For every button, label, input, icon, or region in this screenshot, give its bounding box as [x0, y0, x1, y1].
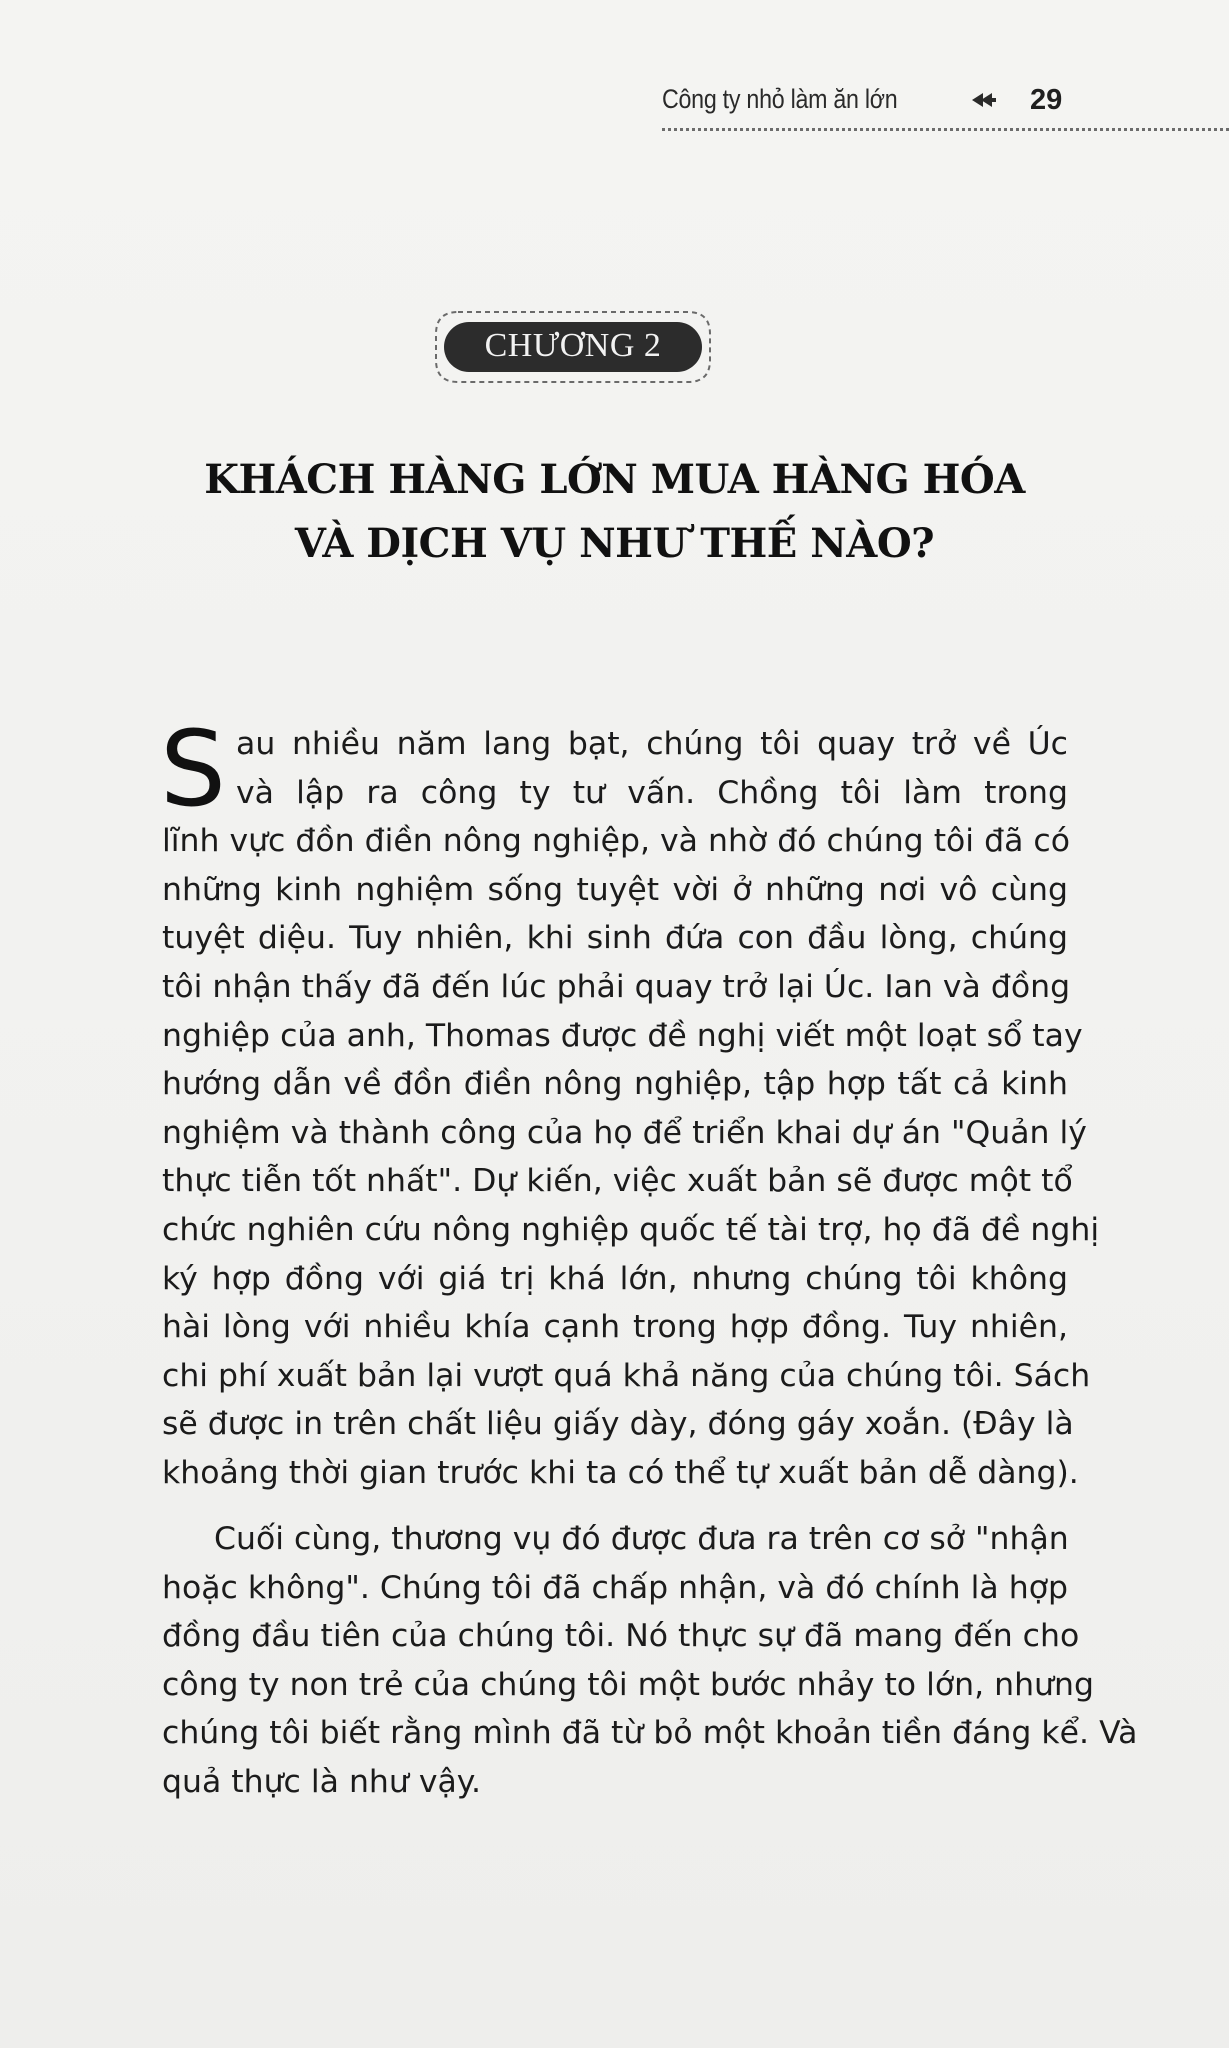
- running-title: Công ty nhỏ làm ăn lớn: [662, 84, 898, 114]
- text-line: quả thực là như vậy.: [162, 1763, 481, 1800]
- text-line: tuyệt diệu. Tuy nhiên, khi sinh đứa con đầu lòng, chúng: [162, 920, 1068, 957]
- paragraph-2: [162, 1515, 1138, 1807]
- text-line: nghiệp của anh, Thomas được đề nghị viết một loạt sổ tay: [162, 1017, 1083, 1054]
- text-line: Cuối cùng, thương vụ đó được đưa ra trên cơ sở "nhận: [214, 1521, 1069, 1557]
- text-line: khoảng thời gian trước khi ta có thể tự xuất bản dễ dàng).: [162, 1454, 1079, 1491]
- drop-cap: S: [160, 708, 227, 830]
- text-line: công ty non trẻ của chúng tôi một bước nhảy to lớn, nhưng: [162, 1666, 1094, 1703]
- chapter-label: CHƯƠNG 2: [484, 327, 662, 364]
- text-line: hướng dẫn về đồn điền nông nghiệp, tập hợp tất cả kinh: [162, 1066, 1068, 1103]
- text-line: ký hợp đồng với giá trị khá lớn, nhưng chúng tôi không: [162, 1260, 1068, 1297]
- text-line: hài lòng với nhiều khía cạnh trong hợp đồng. Tuy nhiên,: [162, 1309, 1068, 1346]
- text-line: những kinh nghiệm sống tuyệt vời ở những nơi vô cùng: [162, 871, 1068, 908]
- text-line: chức nghiên cứu nông nghiệp quốc tế tài trợ, họ đã đề nghị: [162, 1211, 1100, 1248]
- chapter-title-line-1: KHÁCH HÀNG LỚN MUA HÀNG HÓA: [204, 456, 1025, 503]
- text-line: thực tiễn tốt nhất". Dự kiến, việc xuất bản sẽ được một tổ: [162, 1163, 1073, 1200]
- chapter-badge: [428, 304, 718, 388]
- text-line: au nhiều năm lang bạt, chúng tôi quay trở về Úc: [236, 726, 1068, 762]
- text-line: sẽ được in trên chất liệu giấy dày, đóng gáy xoắn. (Đây là: [162, 1406, 1074, 1443]
- double-arrow-left-icon: [970, 90, 996, 110]
- running-header: [662, 78, 1229, 128]
- header-dotted-rule: [662, 128, 1229, 131]
- page-number: 29: [1030, 84, 1063, 116]
- text-line: nghiệm và thành công của họ để triển khai dự án "Quản lý: [162, 1114, 1087, 1151]
- text-line: và lập ra công ty tư vấn. Chồng tôi làm trong: [236, 774, 1068, 811]
- text-line: chúng tôi biết rằng mình đã từ bỏ một khoản tiền đáng kể. Và: [162, 1715, 1138, 1752]
- text-line: chi phí xuất bản lại vượt quá khả năng của chúng tôi. Sách: [162, 1357, 1091, 1394]
- paragraph-1: [160, 708, 1100, 1498]
- text-line: hoặc không". Chúng tôi đã chấp nhận, và đó chính là hợp: [162, 1569, 1068, 1606]
- text-line: tôi nhận thấy đã đến lúc phải quay trở lại Úc. Ian và đồng: [162, 968, 1071, 1005]
- chapter-title-line-2: VÀ DỊCH VỤ NHƯ THẾ NÀO?: [294, 520, 935, 567]
- text-line: đồng đầu tiên của chúng tôi. Nó thực sự đã mang đến cho: [162, 1618, 1080, 1655]
- text-line: lĩnh vực đồn điền nông nghiệp, và nhờ đó chúng tôi đã có: [162, 823, 1070, 860]
